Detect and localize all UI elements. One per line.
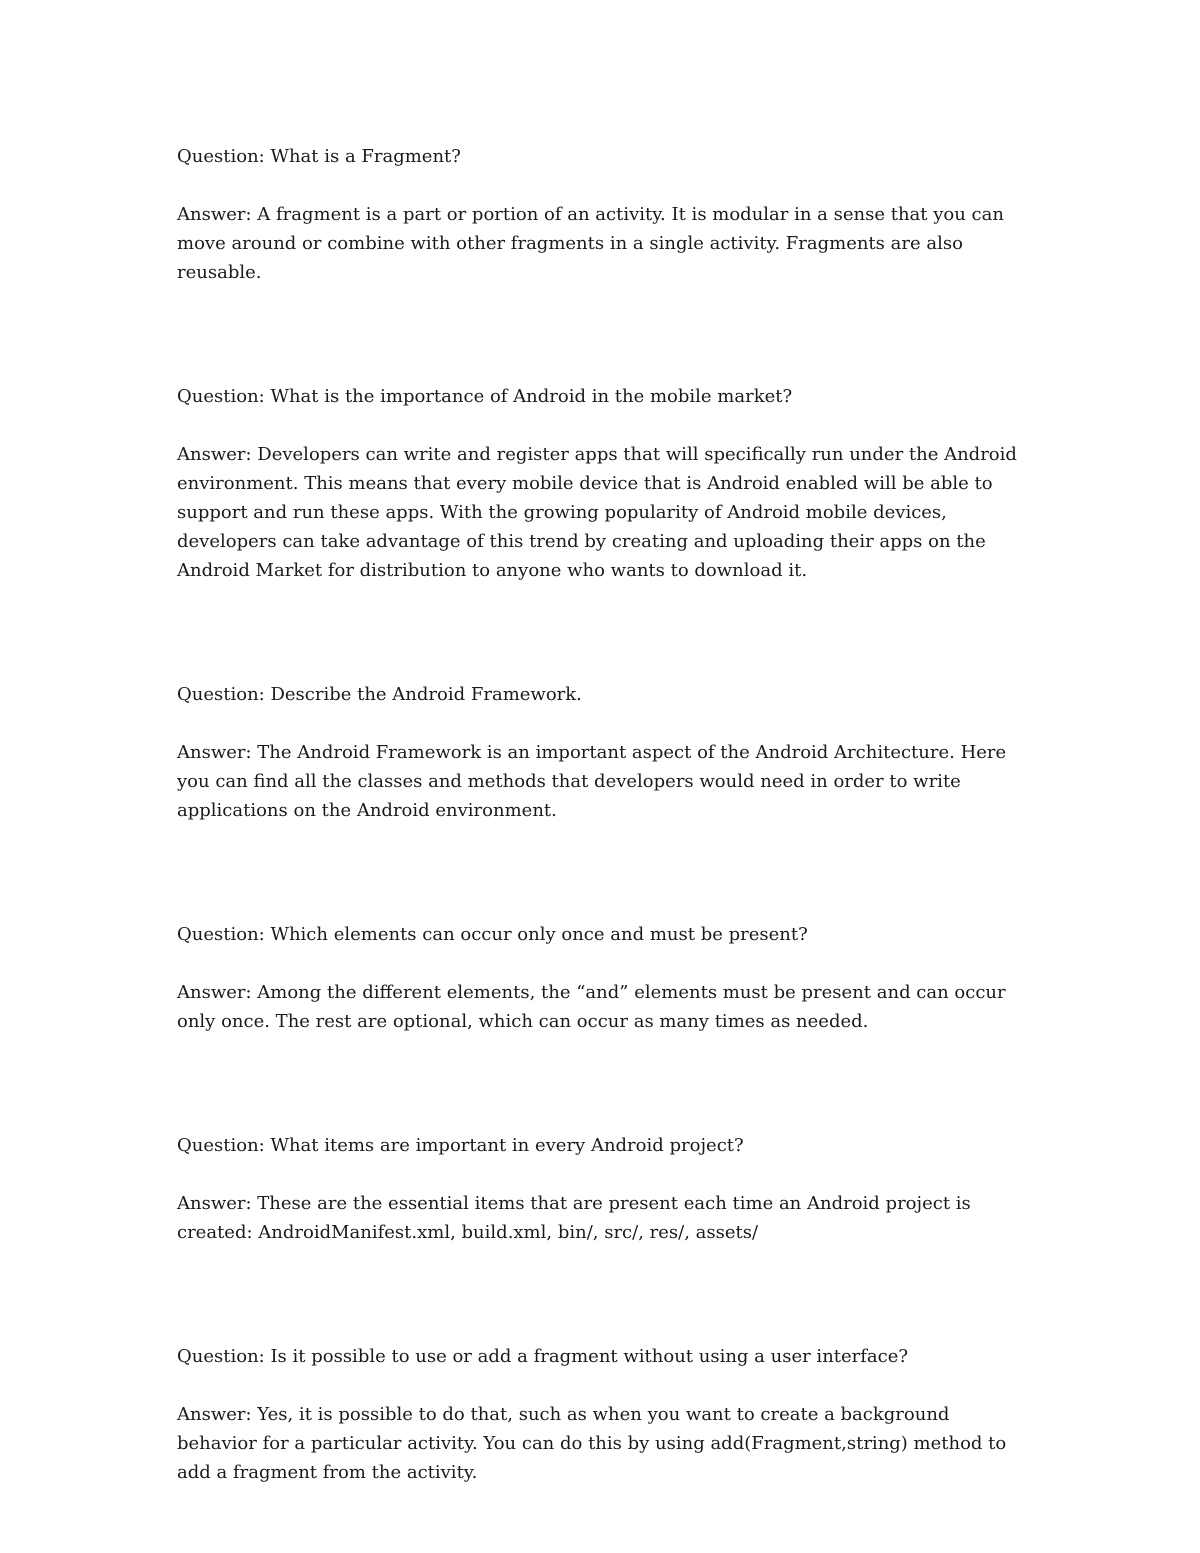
qa-block-android-framework [177,680,1027,825]
qa-block-project-items [177,1131,1027,1247]
question-text: Question: Which elements can occur only once and must be present? [177,924,808,945]
qa-block-fragment-no-ui [177,1342,1027,1487]
answer-text: Answer: Among the different elements, the “and” elements must be present and can occur only once. The rest are optional, which can occur as many times as needed. [177,982,1006,1032]
document-body [177,142,1027,1487]
answer-text: Answer: These are the essential items that are present each time an Android project is created: AndroidManifest.xml, build.xml, bin/, src/, res/, assets/ [177,1193,971,1243]
question-text: Question: Describe the Android Framework. [177,684,582,705]
question-text: Question: Is it possible to use or add a fragment without using a user interface? [177,1346,909,1367]
question-text: Question: What items are important in every Android project? [177,1135,744,1156]
answer-text: Answer: The Android Framework is an important aspect of the Android Architecture. Here you can find all the classes and methods that developers would need in order to write applications on the Android environment. [177,742,1007,821]
question-text: Question: What is the importance of Android in the mobile market? [177,386,793,407]
qa-block-android-importance [177,382,1027,585]
answer-text: Answer: A fragment is a part or portion of an activity. It is modular in a sense that you can move around or combine with other fragments in a single activity. Fragments are also reusable. [177,204,1004,283]
question-text: Question: What is a Fragment? [177,146,461,167]
qa-block-elements [177,920,1027,1036]
answer-text: Answer: Yes, it is possible to do that, such as when you want to create a background behavior for a particular activity. You can do this by using add(Fragment,string) method to add a fragment from the activity. [177,1404,1007,1483]
answer-text: Answer: Developers can write and register apps that will specifically run under the Android environment. This means that every mobile device that is Android enabled will be able to support and run these apps. With the growing popularity of Android mobile devices, developers can take advantage of this trend by creating and uploading their apps on the Android Market for distribution to anyone who wants to download it. [177,444,1017,581]
qa-block-fragment [177,142,1027,287]
